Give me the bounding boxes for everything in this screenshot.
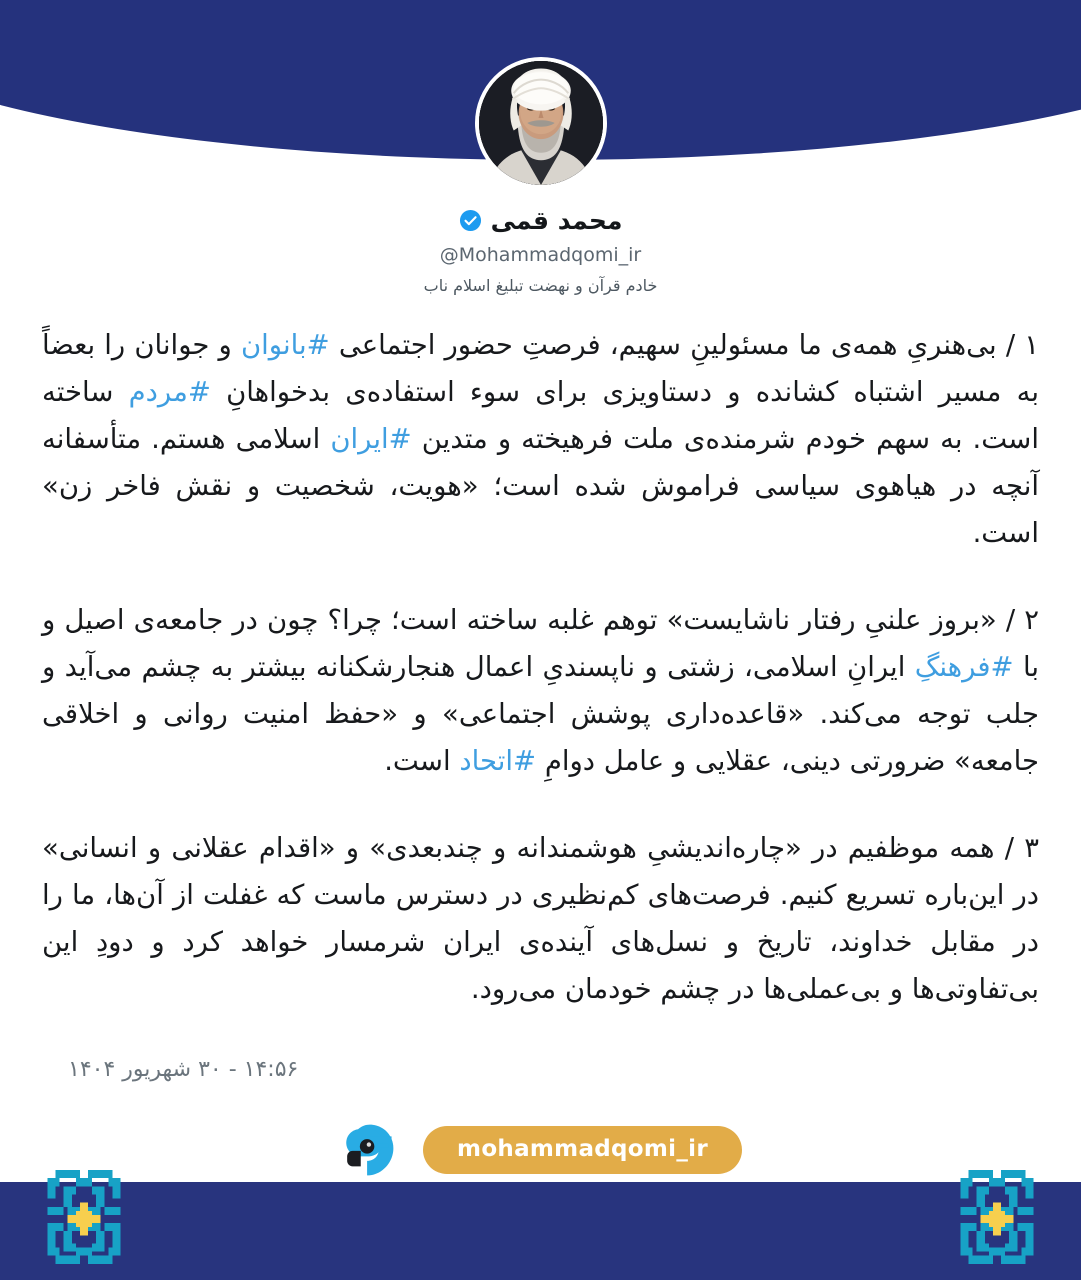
website-pill[interactable]: mohammadqomi_ir [423,1126,742,1174]
hashtag-link[interactable]: #اتحاد [459,745,537,777]
hashtag-link[interactable]: #بانوان [240,329,330,361]
hashtag-link[interactable]: #مردم [128,376,211,408]
post-text: ۲ / «بروز علنیِ رفتار ناشایست» توهم غلبه ساخته است؛ چرا؟ چون در جامعه‌ی اصیل و با [42,604,1039,683]
hashtag-link[interactable]: #فرهنگِ [914,651,1014,683]
avatar[interactable] [475,57,607,189]
post-text: و جوانان را بعضاً به مسیر اشتباه کشانده و دستاویزی برای سوء استفاده‌ی بدخواهانِ [42,329,1039,408]
post-text: ۱ / بی‌هنریِ همه‌ی ما مسئولینِ سهیم، فرصتِ حضور اجتماعی [329,329,1040,361]
profile-identity [0,206,1081,295]
geometric-ornament-icon [38,1166,130,1272]
post-timestamp: ۱۴:۵۶ - ۳۰ شهریور ۱۴۰۴ [68,1057,299,1082]
avatar-image [479,61,603,185]
bottom-navy-bar [0,1182,1081,1280]
post-text: است. [384,745,460,777]
profile-handle[interactable]: @Mohammadqomi_ir [439,244,642,266]
footer-bar [0,1117,1081,1183]
post-text: ایرانِ اسلامی، زشتی و ناپسندیِ اعمال هنجارشکنانه بیشتر به چشم می‌آید و جلب توجه می‌کند. «قاعده‌داری پوشش اجتماعی» و «حفظ امنیت روانی و اخلاقی جامعه» ضرورتی دینی، عقلایی و عامل دوامِ [42,651,1039,777]
name-row [0,206,1081,235]
post-paragraph [42,825,1039,1013]
post-text: اسلامی هستم. متأسفانه آنچه در هیاهوی سیاسی فراموش شده است؛ «هویت، شخصیت و نقش فاخر زن» است. [42,423,1039,549]
geometric-ornament-icon [951,1166,1043,1272]
hashtag-link[interactable]: #ایران [330,423,412,455]
profile-bio: خادم قرآن و نهضت تبلیغ اسلام ناب [423,276,658,295]
display-name: محمد قمی [490,206,623,235]
post-body [0,322,1081,1013]
post-text: ۳ / همه موظفیم در «چاره‌اندیشیِ هوشمندانه و چندبعدی» و «اقدام عقلانی و انسانی» در این‌باره تسریع کنیم. فرصت‌های کم‌نظیری در دسترس ماست که غفلت از آن‌ها، ما را در مقابل خداوند، تاریخ و نسل‌های آینده‌ی ایران شرمسار خواهد کرد و دودِ این بی‌تفاوتی‌ها و بی‌عملی‌ها در چشم خودمان می‌رود. [42,832,1039,1005]
post-paragraph [42,597,1039,785]
verified-check-icon [459,209,482,232]
post-text: ساخته است. به سهم خودم شرمنده‌ی ملت فرهیخته و متدین [42,376,1039,455]
bird-logo-icon [339,1121,397,1179]
post-paragraph [42,322,1039,557]
